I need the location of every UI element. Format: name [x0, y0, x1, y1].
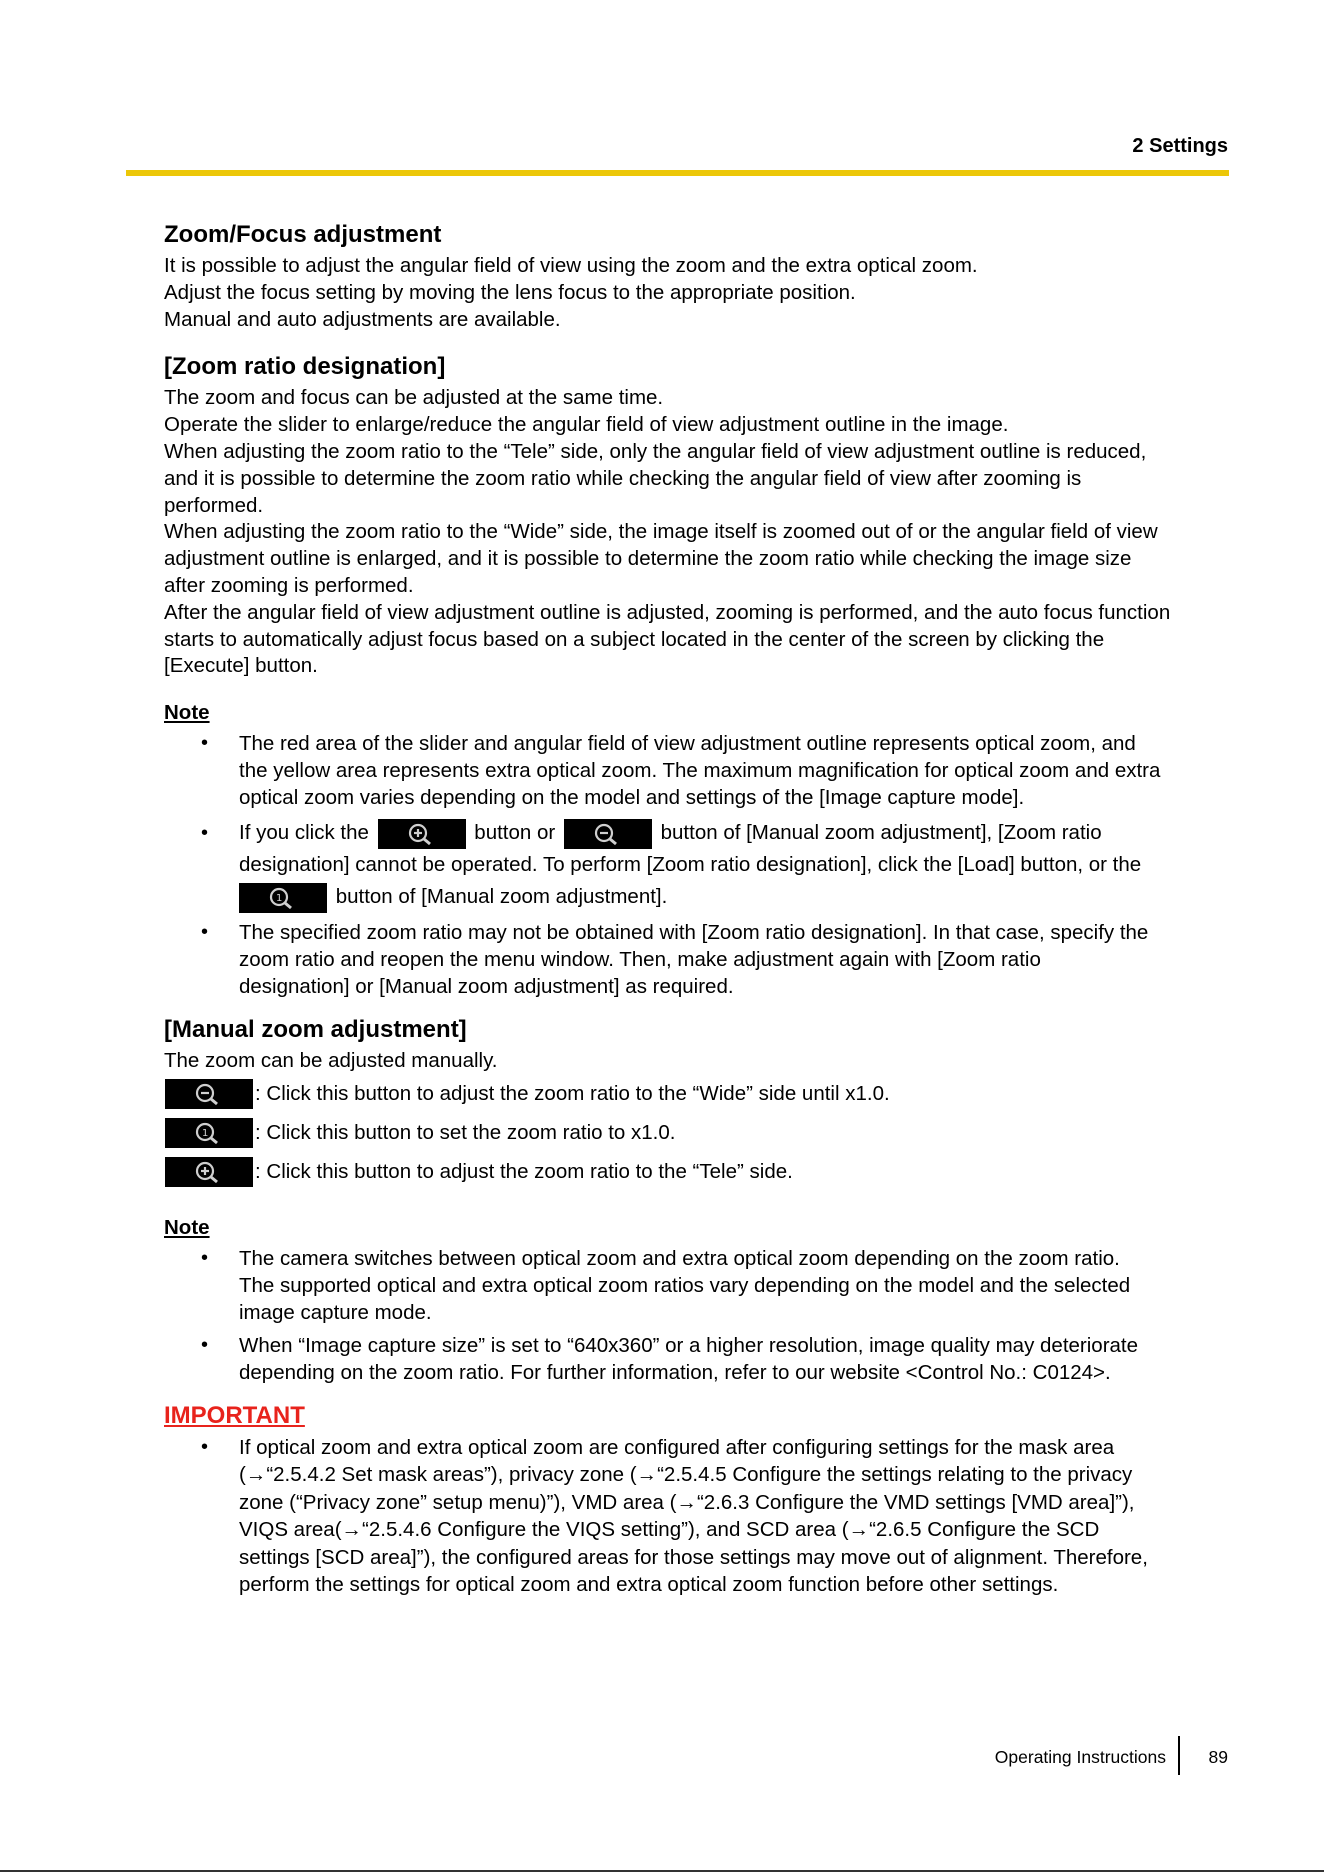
- manual-zoom-desc: : Click this button to adjust the zoom ratio to the “Wide” side until x1.0.: [255, 1081, 890, 1105]
- zoom-in-icon: [193, 1160, 221, 1184]
- important-list: [164, 1434, 1234, 1598]
- zoom-focus-heading: Zoom/Focus adjustment: [164, 221, 442, 248]
- zoom-in-icon: [406, 822, 434, 846]
- manual-zoom-intro: The zoom can be adjusted manually.: [164, 1049, 498, 1073]
- note-item-line: The specified zoom ratio may not be obtained with [Zoom ratio designation]. In that case, specify the: [239, 921, 1149, 945]
- note-item-line: optical zoom varies depending on the model and settings of the [Image capture mode].: [239, 786, 1025, 810]
- zoom-ratio-heading: [Zoom ratio designation]: [164, 353, 446, 381]
- note-item-line: the yellow area represents extra optical zoom. The maximum magnification for optical zoom and extra: [239, 759, 1161, 783]
- important-item-line: settings [SCD area]”), the configured areas for those settings may move out of alignment. Therefore,: [239, 1545, 1148, 1569]
- zoom-ratio-line: after zooming is performed.: [164, 573, 414, 597]
- note-item: [164, 730, 1234, 811]
- note-item-line: image capture mode.: [239, 1300, 432, 1324]
- note-heading: Note: [164, 1215, 210, 1239]
- important-item-line: If optical zoom and extra optical zoom are configured after configuring settings for the mask area: [239, 1435, 1115, 1459]
- note-text: If you click the: [239, 821, 369, 845]
- zoom-ratio-line: performed.: [164, 493, 264, 517]
- manual-zoom-row: [164, 1077, 1234, 1111]
- zoom-out-button-image: [564, 819, 652, 849]
- zoom-out-icon: [592, 822, 620, 846]
- section-header: 2 Settings: [1132, 135, 1228, 157]
- important-item-line: zone (“Privacy zone” setup menu)”), VMD area (→“2.6.3 Configure the VMD settings [VMD area]”),: [239, 1490, 1135, 1514]
- note-item: [164, 1245, 1234, 1326]
- note-item-line: depending on the zoom ratio. For further information, refer to our website <Control No.: C0124>.: [239, 1360, 1111, 1384]
- note-item: [164, 919, 1234, 1000]
- note-item-line: The camera switches between optical zoom and extra optical zoom depending on the zoom ratio.: [239, 1246, 1120, 1270]
- zoom-in-button-image: [165, 1157, 253, 1187]
- zoom-in-button-image: [378, 819, 466, 849]
- note-list: [164, 730, 1234, 1000]
- page-content: [164, 219, 1234, 1604]
- note-item: [164, 817, 1234, 913]
- important-item: [164, 1434, 1234, 1598]
- note-item-line: zoom ratio and reopen the menu window. Then, make adjustment again with [Zoom ratio: [239, 948, 1041, 972]
- manual-zoom-desc: : Click this button to set the zoom ratio to x1.0.: [255, 1120, 676, 1144]
- zoom-ratio-line: and it is possible to determine the zoom ratio while checking the angular field of view after zooming is: [164, 466, 1082, 490]
- manual-zoom-row: [164, 1116, 1234, 1150]
- important-item-line: VIQS area(→“2.5.4.6 Configure the VIQS setting”), and SCD area (→“2.6.5 Configure the SCD: [239, 1518, 1100, 1542]
- zoom-reset-icon: [193, 1121, 221, 1145]
- footer-divider: [1178, 1736, 1180, 1775]
- zoom-ratio-line: [Execute] button.: [164, 654, 318, 678]
- note-item-line: The red area of the slider and angular field of view adjustment outline represents optical zoom, and: [239, 732, 1136, 756]
- manual-zoom-heading: [Manual zoom adjustment]: [164, 1016, 467, 1044]
- note-text: button of [Manual zoom adjustment].: [335, 885, 668, 909]
- note-text: button of [Manual zoom adjustment], [Zoom ratio: [660, 821, 1102, 845]
- important-item-line: perform the settings for optical zoom and extra optical zoom function before other settings.: [239, 1572, 1059, 1596]
- note-item: [164, 1332, 1234, 1386]
- note-item-line: When “Image capture size” is set to “640x360” or a higher resolution, image quality may deteriorate: [239, 1333, 1139, 1357]
- bullet-icon: •: [201, 1246, 209, 1269]
- note-list: [164, 1245, 1234, 1386]
- zoom-ratio-line: After the angular field of view adjustment outline is adjusted, zooming is performed, and the auto focus function: [164, 600, 1171, 624]
- zoom-ratio-line: adjustment outline is enlarged, and it is possible to determine the zoom ratio while checking the image size: [164, 547, 1132, 571]
- zoom-reset-button-image: [239, 883, 327, 913]
- important-heading: IMPORTANT: [164, 1401, 305, 1429]
- note-heading: Note: [164, 701, 210, 725]
- zoom-focus-line: Adjust the focus setting by moving the lens focus to the appropriate position.: [164, 280, 856, 304]
- zoom-ratio-line: starts to automatically adjust focus based on a subject located in the center of the screen by clicking the: [164, 627, 1105, 651]
- zoom-focus-line: It is possible to adjust the angular field of view using the zoom and the extra optical zoom.: [164, 254, 978, 277]
- note-item-line: designation] cannot be operated. To perform [Zoom ratio designation], click the [Load] button, or the: [239, 853, 1142, 877]
- zoom-ratio-line: When adjusting the zoom ratio to the “Tele” side, only the angular field of view adjustment outline is reduced,: [164, 439, 1147, 463]
- manual-zoom-desc: : Click this button to adjust the zoom ratio to the “Tele” side.: [255, 1159, 793, 1183]
- zoom-ratio-line: When adjusting the zoom ratio to the “Wide” side, the image itself is zoomed out of or the angular field of view: [164, 520, 1158, 544]
- bullet-icon: •: [201, 1435, 209, 1458]
- page-number: 89: [1208, 1747, 1228, 1767]
- zoom-out-button-image: [165, 1079, 253, 1109]
- note-item-line: designation] or [Manual zoom adjustment] as required.: [239, 975, 734, 999]
- zoom-out-icon: [193, 1082, 221, 1106]
- zoom-reset-button-image: [165, 1118, 253, 1148]
- zoom-ratio-line: The zoom and focus can be adjusted at the same time.: [164, 386, 664, 410]
- zoom-focus-line: Manual and auto adjustments are available.: [164, 307, 561, 331]
- manual-zoom-row: [164, 1155, 1234, 1189]
- footer-label: Operating Instructions: [994, 1747, 1166, 1767]
- zoom-ratio-line: Operate the slider to enlarge/reduce the angular field of view adjustment outline in the image.: [164, 413, 1009, 437]
- important-item-line: (→“2.5.4.2 Set mask areas”), privacy zone (→“2.5.4.5 Configure the settings relating to the privacy: [239, 1463, 1133, 1487]
- bullet-icon: •: [201, 732, 209, 755]
- bullet-icon: •: [201, 822, 209, 845]
- note-text: button or: [474, 821, 556, 845]
- svg-text:1: 1: [276, 892, 283, 904]
- note-item-line: The supported optical and extra optical zoom ratios vary depending on the model and the selected: [239, 1273, 1131, 1297]
- bullet-icon: •: [201, 1333, 209, 1356]
- bullet-icon: •: [201, 921, 209, 944]
- zoom-reset-icon: [267, 886, 295, 910]
- header-rule: [126, 170, 1229, 176]
- svg-text:1: 1: [202, 1127, 209, 1139]
